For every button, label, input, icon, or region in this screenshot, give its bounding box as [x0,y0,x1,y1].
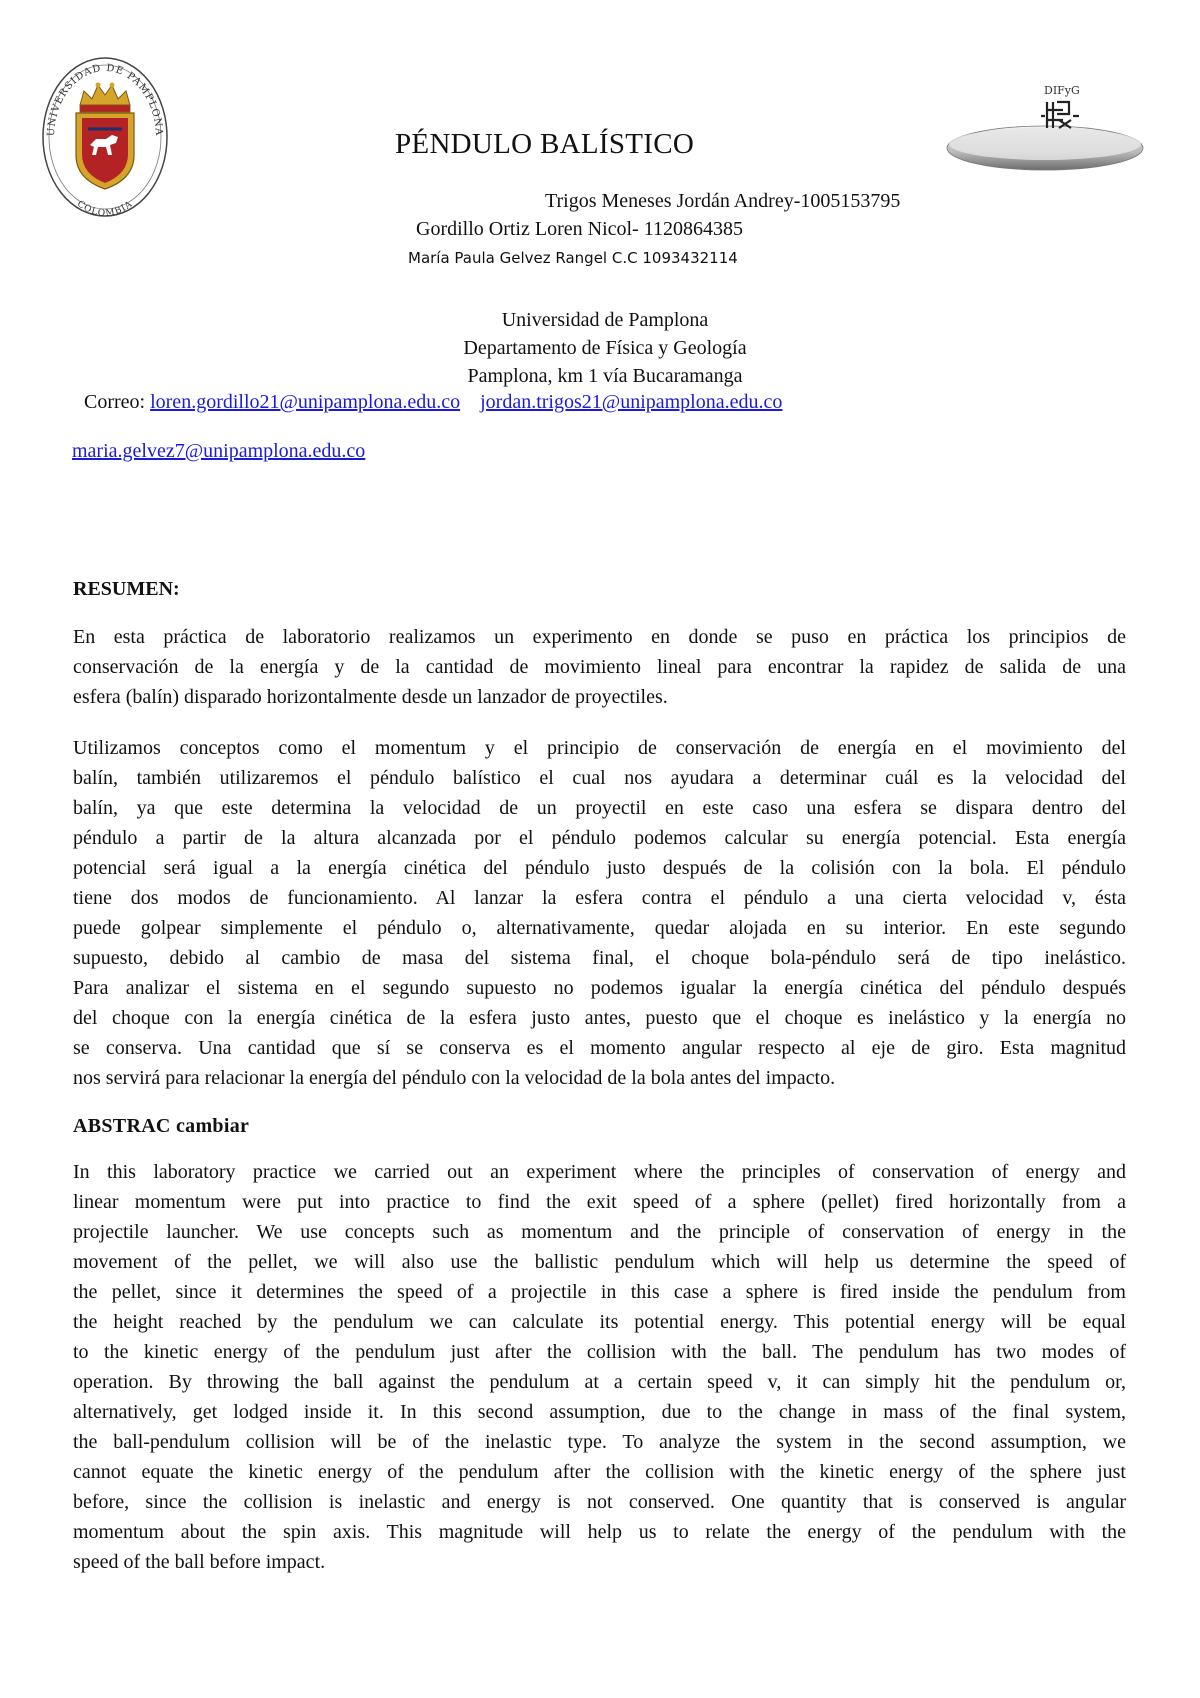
text-line: operation. By throwing the ball against the pendulum at a certain speed v, it can simply hit the pendulum or, [73,1371,1126,1393]
text-line: to the kinetic energy of the pendulum just after the collision with the ball. The pendulum has two modes of [73,1341,1126,1363]
text-line: balín, también utilizaremos el péndulo balístico el cual nos ayudara a determinar cuál es la velocidad del [73,767,1126,789]
department-logo-icon [945,80,1155,180]
text-line: linear momentum were put into practice to find the exit speed of a sphere (pellet) fired horizontally from a [73,1191,1126,1213]
text-line: péndulo a partir de la altura alcanzada por el péndulo podemos calcular su energía potencial. Esta energía [73,827,1126,849]
text-line: se conserva. Una cantidad que sí se conserva es el momento angular respecto al eje de giro. Esta magnitud [73,1037,1126,1059]
text-line: projectile launcher. We use concepts such as momentum and the principle of conservation of energy in the [73,1221,1126,1243]
text-line: Utilizamos conceptos como el momentum y el principio de conservación de energía en el movimiento del [73,737,1126,759]
email-line-2 [72,440,365,463]
email-link-jordan[interactable]: jordan.trigos21@unipamplona.edu.co [480,391,783,413]
department-logo-text: DIFyG [1044,84,1080,97]
resumen-heading: RESUMEN: [73,578,180,600]
seal-bottom-text: COLOMBIA [74,199,136,219]
text-line: speed of the ball before impact. [73,1551,326,1573]
text-line: alternatively, get lodged inside it. In this second assumption, due to the change in mass of the final system, [73,1401,1126,1423]
text-line: before, since the collision is inelastic and energy is not conserved. One quantity that is conserved is angular [73,1491,1126,1513]
text-line: potencial será igual a la energía cinética del péndulo justo después de la colisión con la bola. El péndulo [73,857,1126,879]
email-label: Correo: [84,391,146,413]
text-line: Para analizar el sistema en el segundo supuesto no podemos igualar la energía cinética del péndulo después [73,977,1126,999]
author-2: Gordillo Ortiz Loren Nicol- 1120864385 [416,218,743,240]
institution: Universidad de Pamplona [501,309,709,331]
page-title: PÉNDULO BALÍSTICO [395,128,695,160]
email-line [84,391,782,414]
university-seal-icon [40,55,170,220]
text-line: the pellet, since it determines the speed of a projectile in this case a sphere is fired inside the pendulum from [73,1281,1126,1303]
text-line: esfera (balín) disparado horizontalmente desde un lanzador de proyectiles. [73,686,668,708]
text-line: nos servirá para relacionar la energía del péndulo con la velocidad de la bola antes del impacto. [73,1067,836,1089]
resumen-paragraph-1 [73,622,1126,712]
resumen-paragraph-2 [73,733,1126,1093]
text-line: the ball-pendulum collision will be of the inelastic type. To analyze the system in the second assumption, we [73,1431,1126,1453]
email-link-maria[interactable]: maria.gelvez7@unipamplona.edu.co [72,440,366,462]
author-3: María Paula Gelvez Rangel C.C 1093432114 [408,249,738,267]
text-line: movement of the pellet, we will also use the ballistic pendulum which will help us determine the speed of [73,1251,1126,1273]
text-line: del choque con la energía cinética de la esfera justo antes, puesto que el choque es inelástico y la energía no [73,1007,1126,1029]
text-line: puede golpear simplemente el péndulo o, alternativamente, quedar alojada en su interior. En este segundo [73,917,1126,939]
abstract-heading: ABSTRAC cambiar [73,1115,250,1137]
address: Pamplona, km 1 vía Bucaramanga [467,365,743,387]
email-link-loren[interactable]: loren.gordillo21@unipamplona.edu.co [150,391,461,413]
text-line: momentum about the spin axis. This magnitude will help us to relate the energy of the pendulum with the [73,1521,1126,1543]
text-line: supuesto, debido al cambio de masa del sistema final, el choque bola-péndulo será de tipo inelástico. [73,947,1126,969]
text-line: conservación de la energía y de la cantidad de movimiento lineal para encontrar la rapidez de salida de una [73,656,1126,678]
author-1: Trigos Meneses Jordán Andrey-1005153795 [545,190,901,212]
text-line: In this laboratory practice we carried out an experiment where the principles of conservation of energy and [73,1161,1126,1183]
text-line: tiene dos modos de funcionamiento. Al lanzar la esfera contra el péndulo a una cierta velocidad v, ésta [73,887,1126,909]
text-line: En esta práctica de laboratorio realizamos un experimento en donde se puso en práctica los principios de [73,626,1126,648]
text-line: cannot equate the kinetic energy of the pendulum after the collision with the kinetic energy of the sphere just [73,1461,1126,1483]
abstract-paragraph [73,1157,1126,1577]
text-line: balín, ya que este determina la velocidad de un proyectil en este caso una esfera se dispara dentro del [73,797,1126,819]
text-line: the height reached by the pendulum we can calculate its potential energy. This potential energy will be equal [73,1311,1126,1333]
seal-top-text: UNIVERSIDAD DE PAMPLONA [45,62,165,137]
department: Departamento de Física y Geología [463,337,747,359]
